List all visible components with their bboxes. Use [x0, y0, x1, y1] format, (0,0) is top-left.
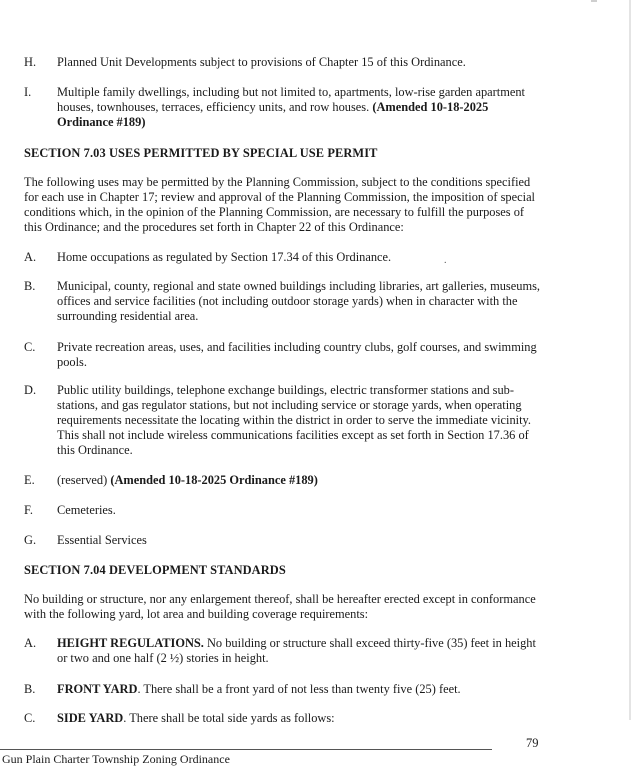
item-letter: B.	[24, 279, 36, 293]
list-item-c	[24, 340, 544, 370]
list-item-d	[24, 383, 544, 458]
list-item-f	[24, 503, 544, 518]
stray-mark: .	[444, 255, 447, 266]
item-letter: G.	[24, 533, 37, 547]
list-item-i	[24, 85, 544, 130]
item-text: SIDE YARD. There shall be total side yards as follows:	[57, 711, 335, 725]
standard-label: SIDE YARD	[57, 711, 124, 725]
list-item-a	[24, 250, 544, 265]
standard-item-a	[24, 636, 544, 666]
item-letter: H.	[24, 55, 37, 69]
footer-document-title: Gun Plain Charter Township Zoning Ordinance	[2, 752, 230, 766]
item-text: HEIGHT REGULATIONS. No building or structure shall exceed thirty-five (35) feet in height or two and one half (2 ½) stories in height.	[57, 636, 536, 665]
item-letter: A.	[24, 250, 37, 264]
item-letter: D.	[24, 383, 37, 397]
item-text: Home occupations as regulated by Section 17.34 of this Ordinance.	[57, 250, 392, 264]
amendment-note: (Amended 10-18-2025 Ordinance #189)	[57, 100, 489, 129]
standard-label: HEIGHT REGULATIONS.	[57, 636, 204, 650]
scan-edge	[629, 0, 631, 720]
item-text: Private recreation areas, uses, and facilities including country clubs, golf courses, and swimming pools.	[57, 340, 537, 369]
list-item-g	[24, 533, 544, 548]
list-item-e	[24, 473, 544, 488]
item-text: Planned Unit Developments subject to provisions of Chapter 15 of this Ordinance.	[57, 55, 466, 69]
item-letter: I.	[24, 85, 32, 99]
item-text: Public utility buildings, telephone exchange buildings, electric transformer stations and sub-stations, and gas regulator stations, but not including service or storage yards, when operating requirements necessitate the locating within the district in order to serve the immediate vicinity. This shall not include wireless communications facilities except as set forth in Section 17.36 of this Ordinance.	[57, 383, 532, 457]
item-text: Cemeteries.	[57, 503, 116, 517]
section-7-03-intro: The following uses may be permitted by the Planning Commission, subject to the conditions specified for each use in Chapter 17; review and approval of the Planning Commission, the imposition of special conditions which, in the opinion of the Planning Commission, are necessary to fulfill the purposes of this Ordinance; and the procedures set forth in Chapter 22 of this Ordinance:	[24, 175, 536, 234]
section-7-04-intro: No building or structure, nor any enlargement thereof, shall be hereafter erected except in conformance with the following yard, lot area and building coverage requirements:	[24, 592, 536, 621]
standard-item-c	[24, 711, 544, 726]
section-heading-7-04: SECTION 7.04 DEVELOPMENT STANDARDS	[24, 563, 286, 577]
item-text: Essential Services	[57, 533, 147, 547]
item-letter: B.	[24, 682, 36, 696]
section-heading-7-03: SECTION 7.03 USES PERMITTED BY SPECIAL USE PERMIT	[24, 146, 378, 160]
standard-label: FRONT YARD	[57, 682, 138, 696]
item-text: Municipal, county, regional and state owned buildings including libraries, art galleries, museums, offices and service facilities (not including outdoor storage yards) when in character with the surrounding residential area.	[57, 279, 541, 323]
item-letter: C.	[24, 340, 36, 354]
list-item-h	[24, 55, 544, 70]
page-number: 79	[526, 736, 539, 750]
item-text: FRONT YARD. There shall be a front yard of not less than twenty five (25) feet.	[57, 682, 461, 696]
item-text: Multiple family dwellings, including but not limited to, apartments, low-rise garden apartment houses, townhouses, terraces, efficiency units, and row houses. (Amended 10-18-2025 Ordinance #189)	[57, 85, 525, 129]
item-letter: F.	[24, 503, 33, 517]
item-text: (reserved) (Amended 10-18-2025 Ordinance #189)	[57, 473, 318, 487]
scan-mark	[591, 0, 597, 2]
item-letter: E.	[24, 473, 35, 487]
list-item-b	[24, 279, 544, 324]
item-letter: A.	[24, 636, 37, 650]
footer-divider	[0, 749, 492, 750]
standard-item-b	[24, 682, 544, 697]
item-letter: C.	[24, 711, 36, 725]
amendment-note: (Amended 10-18-2025 Ordinance #189)	[110, 473, 318, 487]
